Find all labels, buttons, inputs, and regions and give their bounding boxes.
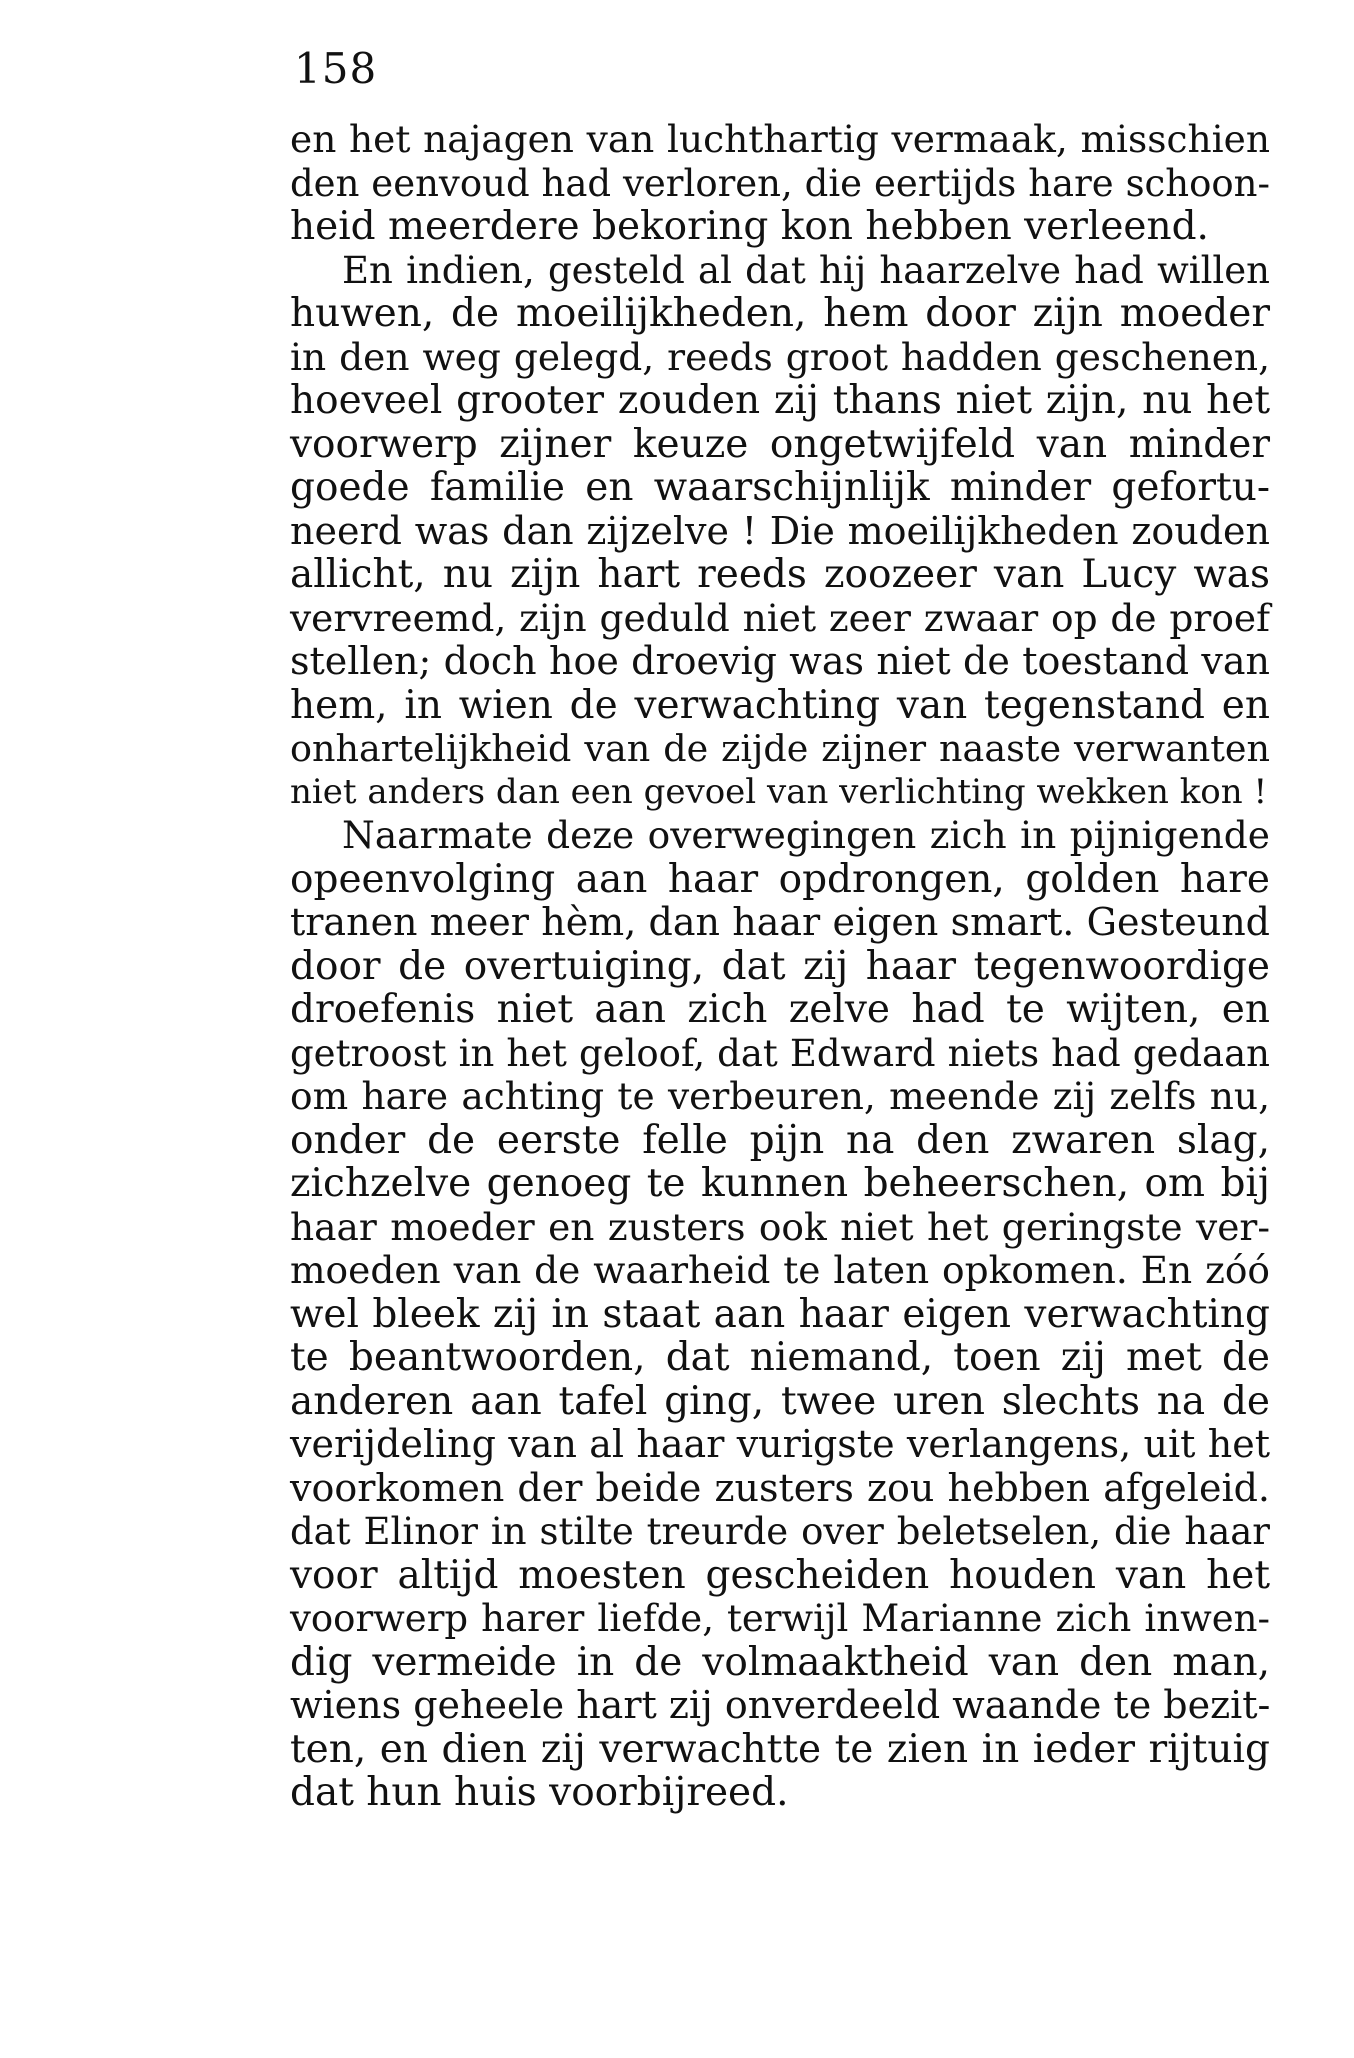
text-line: en het najagen van luchthartig vermaak, misschien (290, 117, 1270, 161)
text-line: stellen; doch hoe droevig was niet de toestand van (290, 639, 1270, 683)
text-line: getroost in het geloof, dat Edward niets had gedaan (290, 1031, 1270, 1075)
text-line: door de overtuiging, dat zij haar tegenwoordige (290, 943, 1270, 989)
text-line: te beantwoorden, dat niemand, toen zij met de (290, 1335, 1270, 1380)
text-line: goede familie en waarschijnlijk minder gefortu- (290, 465, 1270, 510)
text-line: wel bleek zij in staat aan haar eigen verwachting (290, 1291, 1270, 1337)
text-line: hem, in wien de verwachting van tegenstand en (290, 682, 1270, 728)
text-line: onhartelijkheid van de zijde zijner naaste verwanten (290, 727, 1270, 770)
text-line: neerd was dan zijzelve ! Die moeilijkheden zouden (290, 508, 1270, 553)
text-line: opeenvolging aan haar opdrongen, golden hare (290, 856, 1270, 902)
text-line: droefenis niet aan zich zelve had te wijten, en (290, 987, 1270, 1032)
text-line: dat Elinor in stilte treurde over beletselen, die haar (290, 1510, 1270, 1553)
body-text (290, 118, 1270, 1815)
text-line: haar moeder en zusters ook niet het geringste ver- (290, 1204, 1270, 1249)
text-line: vervreemd, zijn geduld niet zeer zwaar op de proef (290, 595, 1270, 640)
text-line: niet anders dan een gevoel van verlichting wekken kon ! (290, 771, 1268, 812)
text-line: dat hun huis voorbijreed. (290, 1770, 789, 1815)
text-line: voorwerp zijner keuze ongetwijfeld van minder (290, 421, 1270, 467)
text-line: verijdeling van al haar vurigste verlangens, uit het (290, 1422, 1270, 1466)
text-line: den eenvoud had verloren, die eertijds hare schoon- (290, 161, 1270, 205)
text-line: moeden van de waarheid te laten opkomen. En zóó (290, 1248, 1270, 1292)
text-line: wiens geheele hart zij onverdeeld waande te bezit- (290, 1683, 1271, 1727)
text-line: ten, en dien zij verwachtte te zien in ieder rijtuig (290, 1726, 1270, 1772)
text-line: heid meerdere bekoring kon hebben verleend. (290, 204, 1209, 249)
text-line: dig vermeide in de volmaaktheid van den man, (290, 1639, 1270, 1685)
text-line: voor altijd moesten gescheiden houden van het (290, 1552, 1270, 1598)
text-line: anderen aan tafel ging, twee uren slechts na de (290, 1378, 1270, 1424)
text-line: onder de eerste felle pijn na den zwaren slag, (290, 1117, 1270, 1163)
text-line: En indien, gesteld al dat hij haarzelve had willen (342, 248, 1270, 292)
text-line: huwen, de moeilijkheden, hem door zijn moeder (290, 291, 1270, 336)
text-line: hoeveel grooter zouden zij thans niet zijn, nu het (290, 378, 1270, 423)
text-line: zichzelve genoeg te kunnen beheerschen, om bij (290, 1161, 1270, 1206)
text-line: voorwerp harer liefde, terwijl Marianne zich inwen- (290, 1597, 1270, 1640)
text-line: om hare achting te verbeuren, meende zij zelfs nu, (290, 1074, 1270, 1118)
text-line: voorkomen der beide zusters zou hebben afgeleid. (290, 1465, 1270, 1510)
text-line: tranen meer hèm, dan haar eigen smart. Gesteund (290, 900, 1270, 944)
text-line: in den weg gelegd, reeds groot hadden geschenen, (290, 334, 1270, 379)
text-line: Naarmate deze overwegingen zich in pijnigende (342, 813, 1270, 857)
text-line: allicht, nu zijn hart reeds zoozeer van Lucy was (290, 552, 1270, 597)
page-number: 158 (294, 44, 378, 93)
